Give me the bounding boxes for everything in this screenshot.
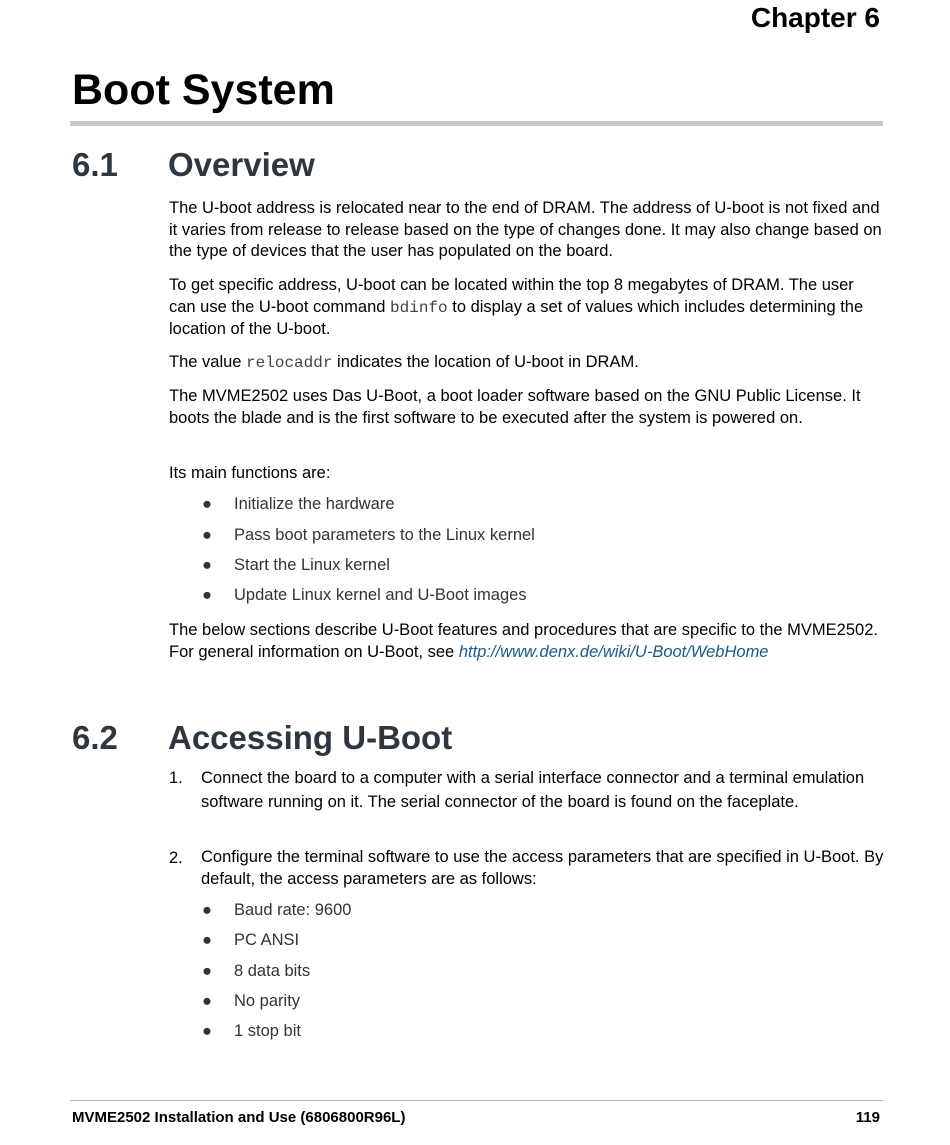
list-item-text: Pass boot parameters to the Linux kernel bbox=[234, 526, 535, 544]
section-number: 6.1 bbox=[72, 146, 118, 183]
bullet-icon: ● bbox=[202, 526, 212, 544]
list-item-text: Start the Linux kernel bbox=[234, 556, 390, 574]
step-number: 2. bbox=[169, 849, 183, 867]
list-item-text: No parity bbox=[234, 992, 301, 1010]
overview-paragraph-4: The MVME2502 uses Das U-Boot, a boot loader software based on the GNU Public License. It boots the blade and is the first software to be executed after the system is powered on. bbox=[169, 387, 861, 427]
bullet-icon: ● bbox=[202, 556, 212, 574]
chapter-label: Chapter 6 bbox=[750, 2, 880, 33]
footer-divider bbox=[70, 1100, 883, 1101]
footer-doc-title: MVME2502 Installation and Use (6806800R96L) bbox=[72, 1109, 406, 1126]
paragraph-text: The below sections describe U-Boot features and procedures that are specific to the MVME2502. For general information on U-Boot, see bbox=[169, 621, 878, 661]
overview-paragraph-1: The U-boot address is relocated near to the end of DRAM. The address of U-boot is not fixed and it varies from release to release based on the type of changes done. It may also change based on the type of devices that the user has populated on the board. bbox=[169, 199, 882, 260]
bullet-icon: ● bbox=[202, 1022, 212, 1040]
bullet-icon: ● bbox=[202, 901, 212, 919]
list-item-text: PC ANSI bbox=[234, 931, 300, 949]
bullet-icon: ● bbox=[202, 962, 212, 980]
section-title: Accessing U-Boot bbox=[168, 719, 453, 756]
paragraph-text: The value bbox=[169, 353, 247, 371]
overview-paragraph-3 bbox=[169, 352, 884, 375]
list-item-text: Baud rate: 9600 bbox=[234, 901, 352, 919]
list-item-text: Initialize the hardware bbox=[234, 495, 395, 513]
step-number: 1. bbox=[169, 769, 183, 787]
list-item-text: 8 data bits bbox=[234, 962, 311, 980]
step-item bbox=[169, 767, 884, 814]
overview-paragraph-5: Its main functions are: bbox=[169, 464, 331, 482]
list-item-text: Update Linux kernel and U-Boot images bbox=[234, 586, 527, 604]
denx-wiki-link[interactable]: http://www.denx.de/wiki/U-Boot/WebHome bbox=[458, 642, 769, 661]
bullet-icon: ● bbox=[202, 586, 212, 604]
code-relocaddr: relocaddr bbox=[246, 354, 333, 372]
paragraph-text: To get specific address, U-boot can be located within the top 8 megabytes of DRAM. The user can use the U-boot command bbox=[169, 276, 854, 316]
step-text: Configure the terminal software to use the access parameters that are specified in U-Boot. By default, the access parameters are as follows: bbox=[201, 848, 884, 888]
section-title: Overview bbox=[168, 146, 315, 183]
title-divider bbox=[70, 121, 883, 126]
section-number: 6.2 bbox=[72, 719, 118, 756]
list-item-text: 1 stop bit bbox=[234, 1022, 301, 1040]
bullet-icon: ● bbox=[202, 931, 212, 949]
overview-paragraph-6 bbox=[169, 620, 884, 663]
bullet-icon: ● bbox=[202, 992, 212, 1010]
step-text: Connect the board to a computer with a serial interface connector and a terminal emulation software running on it. The serial connector of the board is found on the faceplate. bbox=[201, 769, 865, 811]
paragraph-text: to display a set of values which includes determining the location of the U-boot. bbox=[169, 297, 864, 338]
chapter-title: Boot System bbox=[72, 66, 335, 114]
overview-paragraph-2 bbox=[169, 275, 884, 341]
paragraph-text: indicates the location of U-boot in DRAM. bbox=[332, 353, 639, 371]
code-bdinfo: bdinfo bbox=[390, 298, 448, 317]
page-number: 119 bbox=[855, 1109, 880, 1126]
step-item bbox=[169, 847, 884, 890]
bullet-icon: ● bbox=[202, 495, 212, 513]
